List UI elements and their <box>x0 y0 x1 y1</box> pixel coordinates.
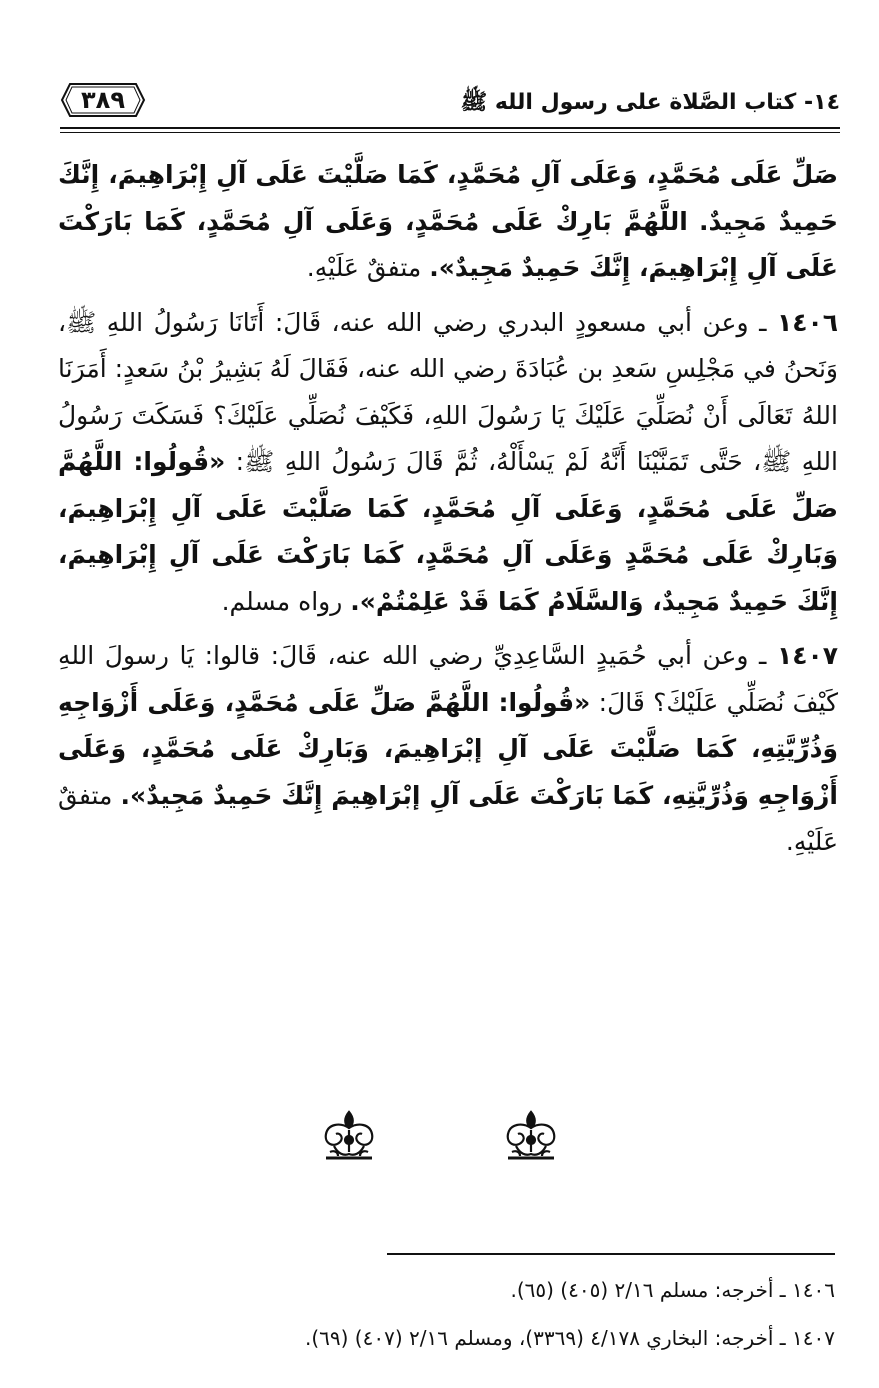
hadith-number: ١٤٠٧ <box>776 641 838 670</box>
footnote-1407: ١٤٠٧ ـ أخرجه: البخاري ٤/١٧٨ (٣٣٦٩)، ومسلم ٢/١٦ (٤٠٧) (٦٩). <box>304 1326 835 1350</box>
ornament-row <box>320 1108 560 1164</box>
page-number: ٣٨٩ <box>81 86 125 114</box>
text-line: مَجِيدٌ». <box>429 253 514 282</box>
floral-ornament-icon <box>502 1108 560 1164</box>
hadith-text: «قُولُوا: اللَّهُمَّ صَلِّ عَلَى مُحَمَّدٍ، وَعَلَى أَزْوَاجِهِ وَذُرِّيَّتِهِ، كَمَا صَلَّيْتَ عَلَى آلِ إبْرَاهِيمَ، وَبَارِكْ عَلَى مُحَمَّدٍ، وَعَلَى أَزْوَاجِهِ وَذُرِّيَّتِهِ، كَمَا بَارَكْتَ عَلَى آلِ إبْرَاهِيمَ إِنَّكَ حَمِيدٌ مَجِيدٌ». <box>58 687 838 810</box>
hadith-number: ١٤٠٦ <box>776 307 838 337</box>
page-number-frame <box>60 82 146 118</box>
hadith-text: «قُولُوا: اللَّهُمَّ صَلِّ عَلَى مُحَمَّدٍ، وَعَلَى آلِ مُحَمَّدٍ، كَمَا صَلَّيْتَ عَلَى آلِ إِبْرَاهِيمَ، وَبَارِكْ عَلَى مُحَمَّدٍ وَعَلَى آلِ مُحَمَّدٍ، كَمَا بَارَكْتَ عَلَى آلِ إِبْرَاهِيمَ، إِنَّكَ حَمِيدٌ مَجِيدٌ، وَالسَّلَامُ كَمَا قَدْ عَلِمْتُمْ». <box>58 447 838 616</box>
source-note: متفقٌ عَلَيْهِ. <box>58 780 838 856</box>
chapter-title: ١٤- كتاب الصَّلاة على رسول الله ﷺ <box>460 90 840 115</box>
main-text <box>58 152 838 866</box>
header-rule <box>60 127 840 129</box>
paragraph-hadith-1406 <box>58 300 838 626</box>
header-rule-thin <box>60 132 840 133</box>
source-note: متفقٌ عَلَيْهِ. <box>306 253 430 282</box>
floral-ornament-icon <box>320 1108 378 1164</box>
paragraph-hadith-continuation <box>58 152 838 292</box>
footnote-1406: ١٤٠٦ ـ أخرجه: مسلم ٢/١٦ (٤٠٥) (٦٥). <box>510 1278 835 1302</box>
footnotes <box>55 1266 835 1362</box>
hadith-narration: ـ وعن أبي مسعودٍ البدري رضي الله عنه، قَالَ: أَتَانَا رَسُولُ اللهِ ﷺ، وَنَحنُ في مَجْلِسِ سَعدِ بن عُبَادَةَ رضي الله عنه، فَقَالَ لَهُ بَشِيرُ بْنُ سَعدٍ: أَمَرَنَا اللهُ تَعَالَى أَنْ نُصَلِّيَ عَلَيْكَ يَا رَسُولَ اللهِ، فَكَيْفَ نُصَلِّي عَلَيْكَ؟ فَسَكَتَ رَسُولُ اللهِ ﷺ، حَتَّى تَمَنَّيْنَا أَنَّهُ لَمْ يَسْأَلْهُ، ثُمَّ قَالَ رَسُولُ اللهِ ﷺ: <box>58 307 838 476</box>
text-line: اللَّهُمَّ بَارِكْ عَلَى مُحَمَّدٍ، وَعَلَى آلِ مُحَمَّدٍ، كَمَا بَارَكْتَ عَلَى آلِ إِبْرَاهِيمَ، إِنَّكَ حَمِيدٌ <box>58 206 838 282</box>
footnote-separator <box>387 1253 835 1255</box>
source-note: رواه مسلم. <box>221 586 351 616</box>
paragraph-hadith-1407 <box>58 633 838 866</box>
page-header <box>60 82 840 124</box>
hadith-narration: ـ وعن أبي حُمَيدٍ السَّاعِدِيِّ رضي الله عنه، قَالَ: قالوا: يَا رسولَ اللهِ كَيْفَ نُصَلِّي عَلَيْكَ؟ قَالَ: <box>58 641 838 717</box>
text-line: صَلِّ عَلَى مُحَمَّدٍ، وَعَلَى آلِ مُحَمَّدٍ، كَمَا صَلَّيْتَ عَلَى آلِ إِبْرَاهِيمَ، إِنَّكَ حَمِيدٌ مَجِيدٌ. <box>58 160 838 236</box>
